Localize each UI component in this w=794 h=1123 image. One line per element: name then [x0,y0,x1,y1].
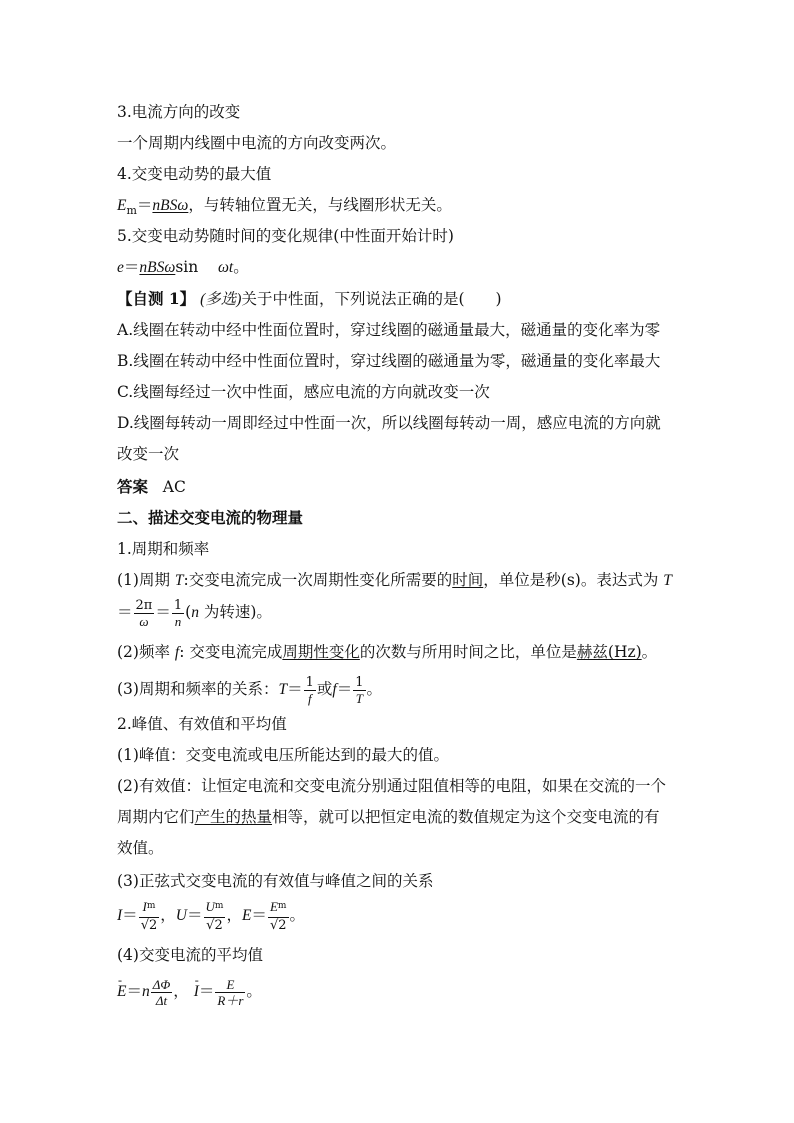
text-frequency-definition: (2)频率 f: 交变电流完成周期性变化的次数与所用时间之比，单位是赫兹(Hz)。 [117,643,658,661]
option-c: C.线圈每经过一次中性面，感应电流的方向就改变一次 [117,383,490,401]
answer-label: 答案 [117,477,149,496]
heading-emf-time-law: 5.交变电动势随时间的变化规律(中性面开始计时) [117,227,454,245]
formula-emf-time: e＝nBSωsin ωt。 [117,258,249,276]
question-label: 【自测 1】 [117,289,196,308]
heading-max-emf: 4.交变电动势的最大值 [117,165,272,183]
heading-current-direction: 3.电流方向的改变 [117,103,241,121]
multi-choice-tag: (多选) [200,291,242,308]
subheading-period-frequency: 1.周期和频率 [117,540,210,558]
section-heading-quantities: 二、描述交变电流的物理量 [117,508,304,527]
formula-period: ＝ $\frac{2\pi}{\omega}$ ＝ $\frac{1}{n}$ (n 为转速)。 [117,597,272,629]
answer-value: AC [162,478,186,496]
text-period-definition: (1)周期 T:交变电流完成一次周期性变化所需要的时间，单位是秒(s)。表达式为 T [117,571,672,589]
option-d-continued: 改变一次 [117,445,180,463]
text-effective-value-2: 周期内它们产生的热量相等，就可以把恒定电流的数值规定为这个交变电流的有 [117,808,660,826]
text-direction-change: 一个周期内线圈中电流的方向改变两次。 [117,134,397,152]
formula-rms-peak: I＝ $\frac{I^m}{√2}$ ，U＝ $\frac{U^m}{√2}$ ，E＝ $\frac{E^m}{√2}$ 。 [117,899,306,933]
text-sine-relation: (3)正弦式交变电流的有效值与峰值之间的关系 [117,872,434,890]
formula-max-emf: $E_m=nBS\omega$，与转轴位置无关，与线圈形状无关。 [117,196,452,217]
text-effective-value-3: 效值。 [117,839,164,857]
option-d: D.线圈每转动一周即经过中性面一次，所以线圈每转动一周，感应电流的方向就 [117,414,661,432]
text-effective-value-1: (2)有效值：让恒定电流和交变电流分别通过阻值相等的电阻，如果在交流的一个 [117,777,666,795]
text-peak-value: (1)峰值：交变电流或电压所能达到的最大的值。 [117,746,449,764]
question-self-test-1: 【自测 1】 (多选)关于中性面，下列说法正确的是( ) [117,289,502,308]
option-a: A.线圈在转动中经中性面位置时，穿过线圈的磁通量最大，磁通量的变化率为零 [117,321,661,339]
option-b: B.线圈在转动中经中性面位置时，穿过线圈的磁通量为零，磁通量的变化率最大 [117,352,661,370]
formula-period-frequency-relation: (3)周期和频率的关系：T＝ $\frac{1}{f}$ 或f＝ $\frac{1}{T}$ 。 [117,674,383,706]
formula-average-emf-current: - E＝n $\frac{\Delta\Phi}{\Delta t}$ ， - I＝ $\frac{E}{R+r}$ 。 [117,972,262,1011]
text-average-value: (4)交变电流的平均值 [117,946,263,964]
subheading-peak-effective-average: 2.峰值、有效值和平均值 [117,715,287,733]
answer-line [117,476,186,498]
